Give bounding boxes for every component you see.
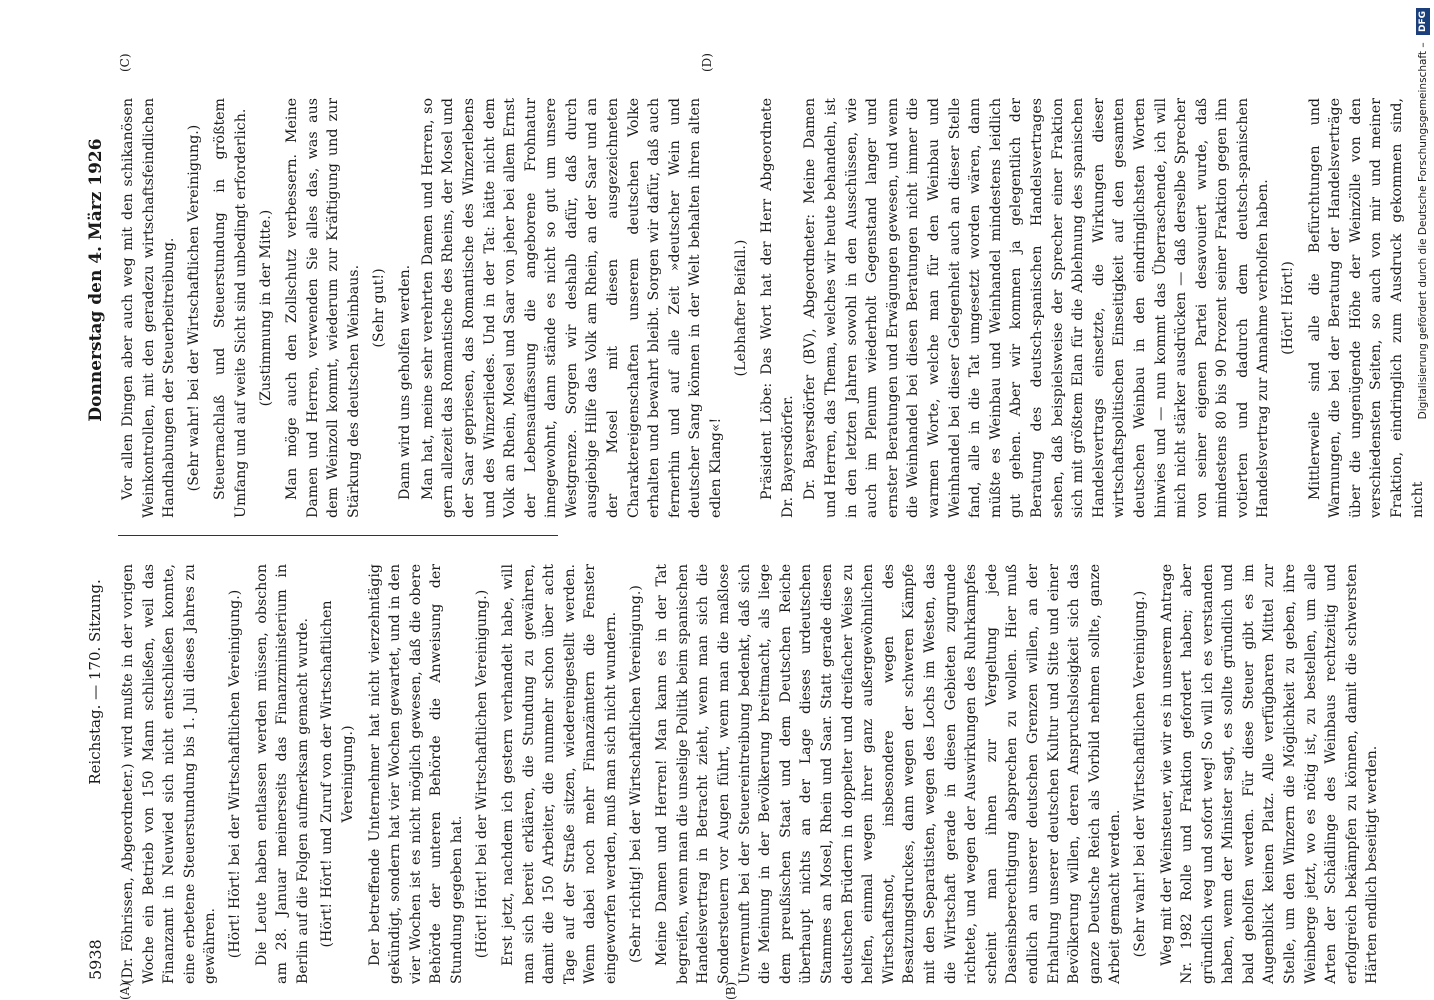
left-column — [118, 564, 1381, 984]
paragraph: Präsident Löbe: Das Wort hat der Herr Abgeordnete Dr. Bayersdörfer. — [759, 98, 796, 518]
interjection: (Hört! Hört!) — [1280, 261, 1297, 355]
header-right: Donnerstag den 4. März 1926 — [86, 138, 106, 422]
paragraph: Die Leute haben entlassen werden müssen, obschon am 28. Januar meinerseits das Finanzministerium in Berlin auf die Folgen aufmerksam gemacht wurde. — [253, 564, 311, 984]
paragraph: Weg mit der Weinsteuer, wie wir es in unserem Antrage Nr. 1982 Rolle und Fraktion gefordert haben; aber gründlich weg und sofort weg! So will ich es verstanden haben, wenn der Minister sagt, es sollte gründlich und bald geholfen werden. Für diese Steuer gibt es im Augenblick keinen Platz. Alle verfügbaren Mittel zur Stelle, um den Winzern die Möglichkeit zu geben, ihre Weinberge jetzt, wo es nötig ist, zu bestellen, um alle Arten der Schädlinge des Weinbaus rechtzeitig und erfolgreich bekämpfen zu können, damit die schwersten Härten endlich beseitigt werden. — [1158, 564, 1381, 984]
paragraph: Erst jetzt, nachdem ich gestern verhandelt habe, will man sich bereit erklären, die Stundung zu gewähren, damit die 150 Arbeiter, die nunmehr schon über acht Tage auf der Straße sitzen, wiedereingestellt werden. Wenn dabei noch mehr Finanzämtern die Fenster eingeworfen werden, muß man sich nicht wundern. — [500, 564, 620, 984]
paragraph: Meine Damen und Herren! Man kann es in der Tat begreifen, wenn man die unselige Politik beim spanischen Handelsvertrag in Betracht zieht, wenn man sich die Sondersteuern vor Augen führt, wenn man die maßlose Unvernunft bei der Steuereintreibung bedenkt, daß sich die Meinung in der Bevölkerung breitmacht, als liege dem preußischen Staat und dem Deutschen Reiche überhaupt nichts an der Lage dieses urdeutschen Stammes an Mosel, Rhein und Saar. Statt gerade diesen deutschen Brüdern in doppelter und dreifacher Weise zu helfen, einmal wegen ihrer ganz außergewöhnlichen Wirtschaftsnot, insbesondere wegen des Besatzungsdruckes, dann wegen der schweren Kämpfe mit den Separatisten, wegen des Lochs im Westen, das die Wirtschaft gerade in diesen Gebieten zugrunde richtete, und wegen der Auswirkungen des Ruhrkampfes scheint man ihnen zur Vergeltung jede Daseinsberechtigung absprechen zu wollen. Hier muß endlich an unserer deutschen Grenzen willen, an der Erhaltung unserer deutschen Kultur und Sitte und einer Bevölkerung willen, deren Anspruchslosigkeit sich das ganze Deutsche Reich als Vorbild nehmen sollte, ganze Arbeit gemacht werden. — [654, 564, 1124, 984]
interjection: (Sehr richtig! bei der Wirtschaftlichen Vereinigung.) — [627, 585, 644, 963]
interjection: (Hört! Hört! bei der Wirtschaftlichen Vereinigung.) — [226, 589, 243, 959]
paragraph: Man hat, meine sehr verehrten Damen und Herren, so gern allezeit das Romantische des Rheins, der Mosel und der Saar gepriesen, das Romantische des Winzerlebens und des Winzerliedes. Und in der Tat: hätte nicht dem Volk an Rhein, Mosel und Saar von jeher bei allem Ernst der Lebensauffassung die angeborene Frohnatur innegewohnt, dann stände es nicht so gut um unsere Westgrenze. Sorgen wir deshalb dafür, daß durch ausgiebige Hilfe das Volk am Rhein, an der Saar und an der Mosel mit diesen ausgezeichneten Charaktereigenschaften unserem deutschen Volke erhalten und bewahrt bleibt. Sorgen wir dafür, daß auch fernerhin und auf alle Zeit »deutscher Wein und deutscher Sang können in der Welt behalten ihren alten edlen Klang«! — [419, 98, 725, 518]
dfg-logo: DFG — [1416, 8, 1430, 35]
digitization-credit — [1413, 8, 1433, 988]
interjection: (Sehr gut!) — [370, 268, 387, 348]
credit-text: Digitalisierung gefördert durch die Deutsche Forschungsgemeinschaft – — [1417, 42, 1429, 420]
paragraph: Der betreffende Unternehmer hat nicht vierzehntägig gekündigt, sondern hat vier Wochen gewartet, und in den vier Wochen ist es nicht möglich gewesen, daß die obere Behörde der unteren Behörde die Anweisung der Stundung gegeben hat. — [366, 564, 465, 984]
paragraph: Dr. Bayersdörfer (BV), Abgeordneter: Meine Damen und Herren, das Thema, welches wir heute behandeln, ist in den letzten Jahren sowohl in den Ausschüssen, wie auch im Plenum wiederholt Gegenstand langer und ernster Beratungen und Erwägungen gewesen, und wenn die Weinhandel bei diesen Beratungen nicht immer die warmen Worte, welche man für den Weinbau und Weinhandel bei dieser Gelegenheit auch an dieser Stelle fand, alle in die Tat umgesetzt worden wären, dann müßte es Weinbau und Weinhandel mindestens leidlich gut gehen. Aber wir kommen ja gelegentlich der Beratung des deutsch-spanischen Handelsvertrages sehen, daß beispielsweise der Sprecher einer Fraktion sich mit größtem Elan für die Ablehnung des spanischen Handelsvertrags einsetzte, die Wirkungen dieser wirtschaftspolitischen Einseitigkeit auf den gesamten deutschen Weinbau in den eindringlichsten Worten hinwies und — nun kommt das Überraschende, ich will mich nicht stärker ausdrücken — daß derselbe Sprecher von seiner eigenen Partei desavouiert wurde, daß mindestens 80 bis 90 Prozent seiner Fraktion gegen ihn votierten und dadurch dem deutsch-spanischen Handelsvertrag zur Annahme verholfen haben. — [802, 98, 1272, 518]
margin-mark-b: (B) — [724, 981, 738, 1000]
margin-mark-d: (D) — [700, 53, 714, 72]
interjection: (Sehr wahr! bei der Wirtschaftlichen Vereinigung.) — [185, 124, 202, 492]
interjection: (Zustimmung in der Mitte.) — [257, 209, 274, 407]
page-number: 5938 — [86, 939, 105, 980]
paragraph: Steuernachlaß und Steuerstundung in größtem Umfang und auf weite Sicht sind unbedingt erforderlich. — [212, 98, 249, 518]
interjection: (Hört! Hört! bei der Wirtschaftlichen Vereinigung.) — [473, 589, 490, 959]
interjection: (Sehr wahr! bei der Wirtschaftlichen Vereinigung.) — [1131, 590, 1148, 958]
paragraph: Dann wird uns geholfen werden. — [397, 264, 414, 500]
interjection: (Hört! Hört! und Zuruf von der Wirtschaftlichen Vereinigung.) — [319, 600, 356, 948]
paragraph: Man möge auch den Zollschutz verbessern. Meine Damen und Herren, verwenden Sie alles das, was aus dem Weinzoll kommt, wiederum zur Kräftigung und zur Stärkung des deutschen Weinbaus. — [284, 98, 362, 518]
column-divider — [118, 535, 558, 536]
paragraph: Mittlerweile sind alle die Befürchtungen und Warnungen, die bei der Beratung der Handelsverträge über die ungenügende Höhe der Weinzölle von den verschiedensten Seiten, so auch von mir und meiner Fraktion, eindringlich zum Ausdruck gekommen sind, nicht — [1306, 98, 1426, 518]
margin-mark-c: (C) — [118, 53, 132, 72]
interjection: (Lebhafter Beifall.) — [732, 239, 749, 377]
paragraph: (Dr. Föhrissen, Abgeordneter.) wird mußte in der vorigen Woche ein Betrieb von 150 Mann schließen, weil das Finanzamt in Neuwied sich nicht entschließen konnte, eine erbetene Steuerstundung bis 1. Juli dieses Jahres zu gewähren. — [120, 564, 219, 984]
margin-mark-a: (A) — [118, 981, 132, 1000]
header-left: Reichstag. — 170. Sitzung. — [86, 579, 104, 785]
paragraph: Vor allen Dingen aber auch weg mit den schikanösen Weinkontrollen, mit den geradezu wirtschaftsfeindlichen Handhabungen der Steuerbeitreibung. — [120, 98, 178, 518]
